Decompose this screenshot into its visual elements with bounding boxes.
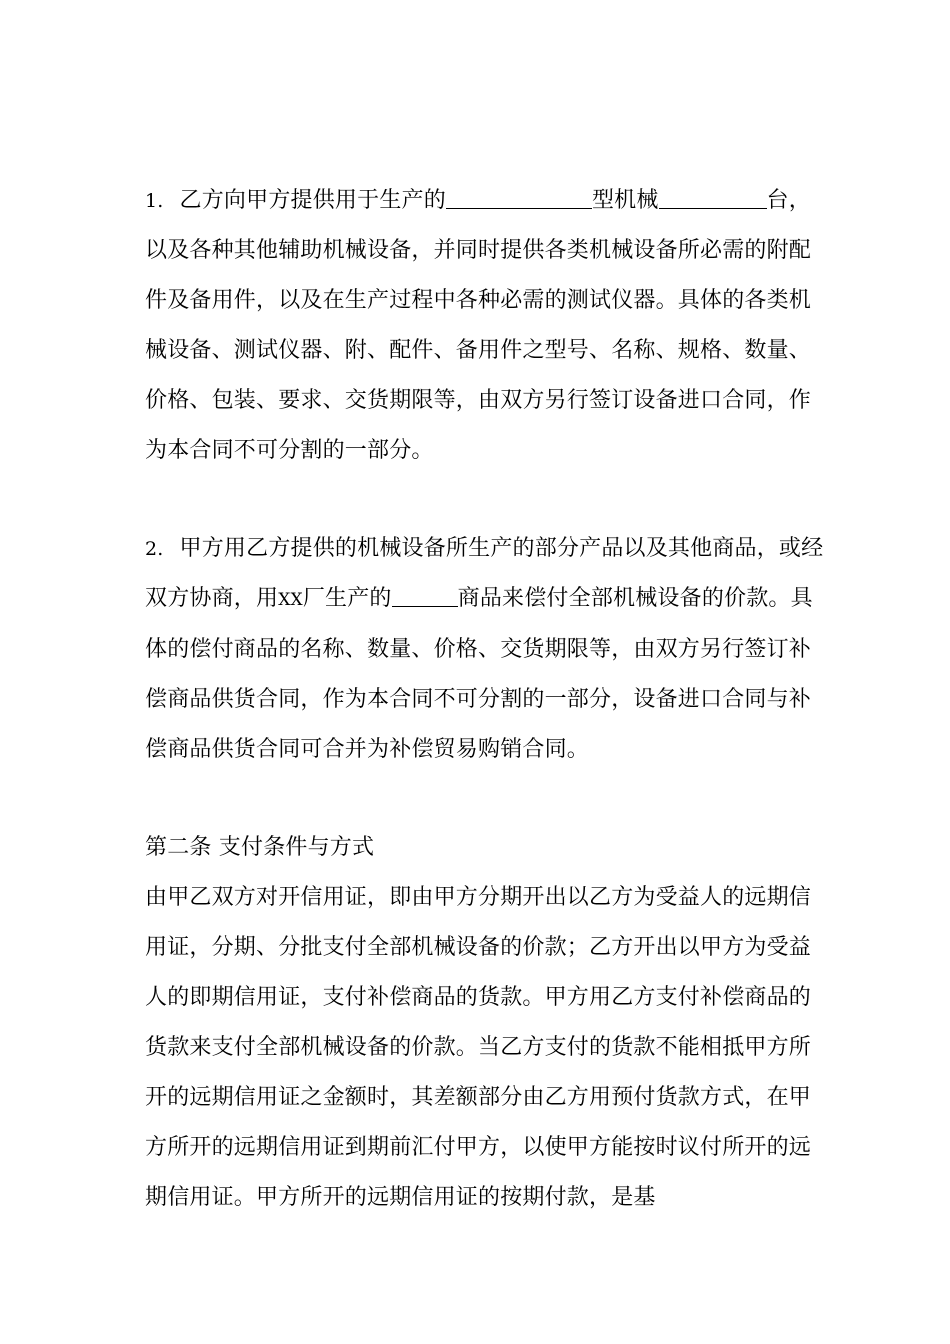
factory-placeholder: XX	[278, 590, 303, 610]
clause-2-number: 2.	[145, 538, 164, 560]
clause-1-text-c: 台，以及各种其他辅助机械设备，并同时提供各类机械设备所必需的附配件及备用件，以及在生产过程中各种必需的测试仪器。具体的各类机械设备、测试仪器、附、配件、备用件之型号、名称、规格、数量、价格、包装、要求、交货期限等，由双方另行签订设备进口合同，作为本合同不可分割的一部分。	[145, 188, 812, 463]
fill-in-blank-quantity	[659, 207, 767, 209]
article-2-body: 由甲乙双方对开信用证，即由甲方分期开出以乙方为受益人的远期信用证，分期、分批支付全部机械设备的价款；乙方开出以甲方为受益人的即期信用证，支付补偿商品的货款。甲方用乙方支付补偿商品的货款来支付全部机械设备的价款。当乙方支付的货款不能相抵甲方所开的远期信用证之金额时，其差额部分由乙方用预付货款方式，在甲方所开的远期信用证到期前汇付甲方，以使甲方能按时议付所开的远期信用证。甲方所开的远期信用证的按期付款，是基	[145, 885, 812, 1210]
clause-2-text-a: 甲方用乙方提供的机械设备所生产的部分产品以及其他商品，或经双方协商，用	[145, 536, 824, 611]
clause-2-text-c: 商品来偿付全部机械设备的价款。具体的偿付商品的名称、数量、价格、交货期限等，由双方另行签订补偿商品供货合同，作为本合同不可分割的一部分，设备进口合同与补偿商品供货合同可合并为补偿贸易购销合同。	[145, 586, 813, 762]
clause-2-paragraph	[145, 524, 825, 775]
clause-1-text-b: 型机械	[591, 188, 659, 213]
clause-1-text-a: 乙方向甲方提供用于生产的	[179, 188, 446, 213]
clause-1-paragraph	[145, 176, 825, 476]
clause-1-number: 1.	[145, 190, 164, 212]
article-2-heading: 第二条 支付条件与方式	[145, 835, 375, 860]
fill-in-blank-goods	[392, 605, 458, 607]
clause-2-text-b: 厂生产的	[302, 586, 392, 611]
fill-in-blank-model	[446, 207, 592, 209]
